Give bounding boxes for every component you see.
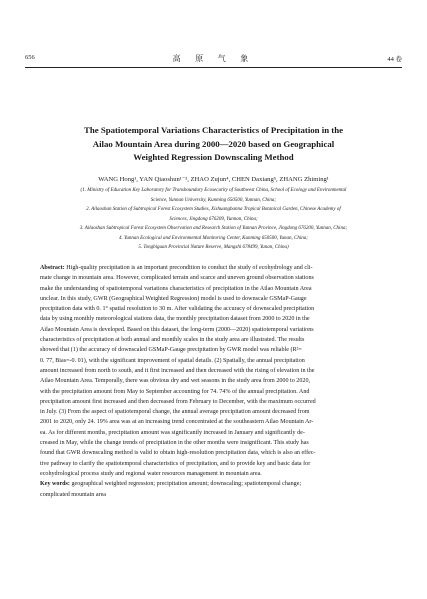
abstract-line: amount increased from north to south, and it first increased and then decreased with the rising of elevation in the — [40, 367, 315, 374]
abstract-line: 0. 77, Bias=-0. 01), with the significant improvement of spatial details. (2) Spatially, the annual precipitation — [40, 357, 305, 364]
abstract-line: in July. (3) From the aspect of spatiotemporal change, the annual average precipitation amount decreased from — [40, 409, 310, 416]
keywords-label: Key words: — [40, 481, 70, 488]
abstract-line: precipitation data with 0. 1° spatial resolution to 30 m. After validating the accuracy of downscaled precipitation — [40, 306, 315, 313]
abstract-line: ecohydrological process study and regional water resources management in mountain area. — [40, 470, 262, 477]
abstract-line: found that GWR downscaling method is valid to obtain high-resolution precipitation data, which is also an effec- — [40, 450, 316, 457]
abstract-line: tive pathway to clarify the spatiotemporal characteristics of precipitation, and to provide key and basic data for — [40, 460, 311, 467]
affiliation-line: Science, Yunnan University, Kunming 650500, Yunnan, China; — [150, 197, 277, 203]
keywords-line: complicated mountain area — [40, 491, 106, 498]
header-rule — [25, 67, 402, 68]
journal-name: 高 原 气 象 — [172, 54, 255, 63]
abstract-line: showed that (1) the accuracy of downscaled GSMaP-Gauge precipitation by GWR model was reliable (R²= — [40, 347, 302, 354]
abstract-line: precipitation amount first increased and then decreased from February to December, with the maximum occurred — [40, 398, 316, 405]
keywords-line: Key words: geographical weighted regression; precipitation amount; downscaling; spatiotemporal change; — [40, 481, 302, 488]
affiliation-line: Sciences, Jingdong 676209, Yunnan, China; — [169, 216, 258, 222]
abstract-line: Abstract: High-quality precipitation is an important precondition to conduct the study of ecohydrology and cli- — [40, 265, 313, 271]
title-line: The Spatiotemporal Variations Characteristics of Precipitation in the — [83, 125, 344, 135]
abstract-label: Abstract: — [40, 265, 65, 271]
title-line: Ailao Mountain Area during 2000—2020 based on Geographical — [92, 138, 335, 149]
abstract-line: unclear. In this study, GWR (Geographical Weighted Regression) model is used to downscale GSMaP-Gauge — [40, 295, 307, 302]
affiliation-line: 2. Ailaoshan Station of Subtropical Forest Ecosystem Studies, Xishuangbanna Tropical Botanical Garden, Chinese Academy of — [86, 207, 341, 212]
affiliation-line: 4. Yunnan Ecological and Environmental Monitoring Center, Kunming 650500, Yunan, China; — [119, 235, 308, 241]
abstract-line: characteristics of precipitation at both annual and monthly scales in the study area are illustrated. The results — [40, 337, 305, 344]
volume-number: 44 卷 — [387, 56, 402, 63]
abstract-line: data by using monthly meteorological stations data, the monthly precipitation dataset from 2000 to 2020 in the — [40, 316, 310, 323]
abstract-line: with the precipitation amount from May to September accounting for 74. 74% of the annual precipitation. And — [40, 388, 310, 395]
title-line: Weighted Regression Downscaling Method — [133, 152, 294, 162]
running-header — [25, 54, 402, 68]
affiliations — [36, 186, 391, 253]
abstract-line: 2001 to 2020, only 24. 19% area was at an increasing trend concentrated at the southeastern Ailao Mountain Ar- — [40, 419, 314, 426]
author-list: WANG Hong¹, YAN Qiaoshun¹⁻³, ZHAO Zujun⁴, CHEN Daxiang⁵, ZHANG Zhiming¹ — [98, 176, 329, 183]
abstract-line: make the understanding of spatiotemporal variations characteristics of precipitation in the Ailao Mountain Area — [40, 285, 312, 292]
abstract-line: mate change in mountain area. However, complicated terrain and scarce and uneven ground observation stations — [40, 275, 314, 282]
paper-title — [40, 124, 387, 165]
abstract-line: Ailao Mountain Area. Temporally, there was obvious dry and wet seasons in the study area from 2000 to 2020, — [40, 378, 311, 385]
page-number: 656 — [25, 54, 35, 61]
affiliation-line: 5. Tongbiguan Provincial Nature Reserve, Mangshi 678499, Yunan, China) — [138, 245, 289, 250]
abstract-line: ea. As for different months, precipitation amount was significantly increased in January and significantly de- — [40, 429, 305, 436]
abstract — [40, 263, 387, 500]
affiliation-line: (1. Ministry of Education Key Laboratory for Transboundary Ecosecurity of Southwest China, School of Ecology and Environmental — [80, 188, 347, 193]
affiliation-line: 3. Ailaoshan Subtropical Forest Ecosystem Observation and Research Station of Yunnan Province, Jingdong 676200, Yunnan, China; — [79, 226, 348, 231]
abstract-line: creased in May, while the change trends of precipitation in the other months were insignificant. This study has — [40, 440, 309, 447]
abstract-line: Ailao Mountain Area is developed. Based on this dataset, the long-term (2000—2020) spatiotemporal variations — [40, 326, 314, 333]
